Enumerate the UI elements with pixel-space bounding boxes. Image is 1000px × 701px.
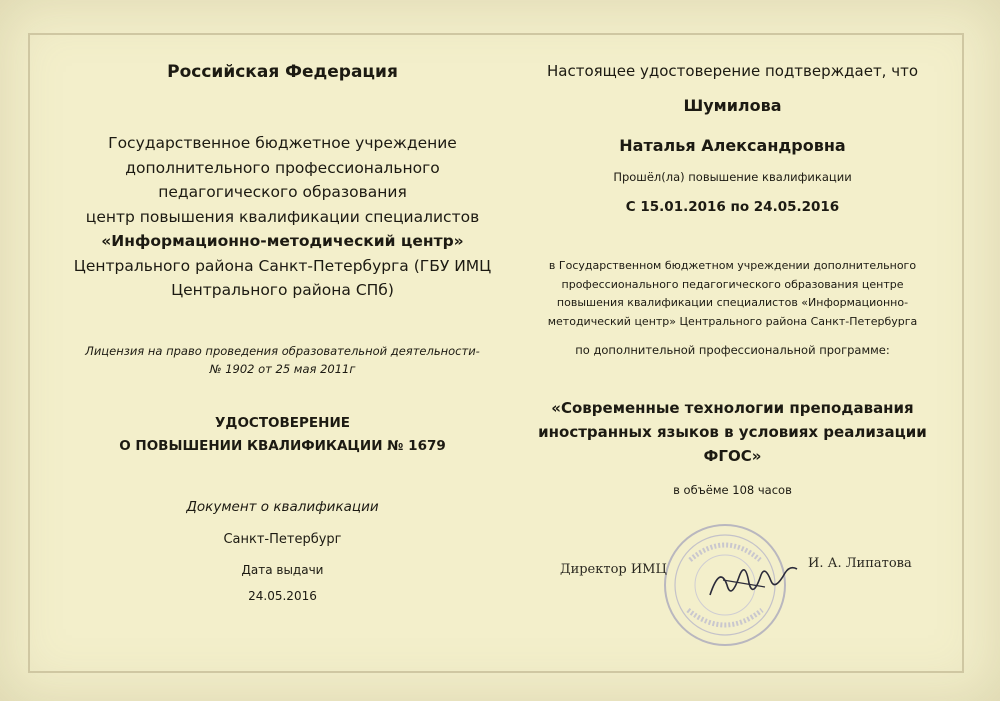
program-line: «Современные технологии преподавания bbox=[551, 399, 914, 417]
holder-given-names: Наталья Александровна bbox=[619, 136, 846, 155]
org-line: дополнительного профессионального bbox=[125, 158, 440, 177]
org-line: «Информационно-методический центр» bbox=[101, 232, 464, 250]
handwritten-signature-icon bbox=[705, 555, 800, 605]
training-institution bbox=[510, 257, 955, 331]
program-label: по дополнительной профессиональной программе: bbox=[575, 343, 890, 357]
certificate-title-line: О ПОВЫШЕНИИ КВАЛИФИКАЦИИ № 1679 bbox=[119, 438, 446, 454]
license-info bbox=[45, 342, 520, 378]
org-line: Государственное бюджетное учреждение bbox=[108, 134, 457, 152]
program-hours: в объёме 108 часов bbox=[673, 483, 792, 497]
holder-surname: Шумилова bbox=[683, 96, 782, 115]
program-title bbox=[510, 396, 955, 468]
issue-date-label: Дата выдачи bbox=[241, 563, 324, 577]
institution-line: в Государственном бюджетном учреждении дополнительного bbox=[548, 259, 917, 272]
qualification-statement: Прошёл(ла) повышение квалификации bbox=[613, 170, 852, 184]
issuing-organization bbox=[45, 131, 520, 303]
training-period: С 15.01.2016 по 24.05.2016 bbox=[625, 199, 840, 215]
program-line: ФГОС» bbox=[703, 447, 762, 465]
license-line: № 1902 от 25 мая 2011г bbox=[209, 362, 356, 376]
country-heading: Российская Федерация bbox=[167, 62, 398, 82]
institution-line: методический центр» Центрального района Санкт-Петербурга bbox=[547, 314, 918, 328]
certificate-title bbox=[45, 412, 520, 458]
org-line: педагогического образования bbox=[158, 183, 407, 201]
issue-date: 24.05.2016 bbox=[248, 589, 317, 603]
program-line: иностранных языков в условиях реализации bbox=[538, 423, 927, 441]
certificate-title-line: УДОСТОВЕРЕНИЕ bbox=[215, 415, 350, 431]
intro-text: Настоящее удостоверение подтверждает, что bbox=[546, 62, 918, 80]
document-type: Документ о квалификации bbox=[186, 499, 379, 515]
org-line: Центрального района СПб) bbox=[171, 281, 394, 299]
institution-line: повышения квалификации специалистов «Информационно- bbox=[556, 296, 909, 309]
license-line: Лицензия на право проведения образовательной деятельности- bbox=[85, 344, 480, 358]
org-line: Центрального района Санкт-Петербурга (ГБУ ИМЦ bbox=[73, 256, 492, 275]
director-title: Директор ИМЦ bbox=[560, 562, 667, 577]
org-line: центр повышения квалификации специалистов bbox=[85, 207, 480, 226]
left-page bbox=[45, 0, 520, 701]
issue-city: Санкт-Петербург bbox=[223, 532, 342, 547]
director-name: И. А. Липатова bbox=[808, 556, 912, 571]
institution-line: профессионального педагогического образования центре bbox=[561, 277, 904, 291]
